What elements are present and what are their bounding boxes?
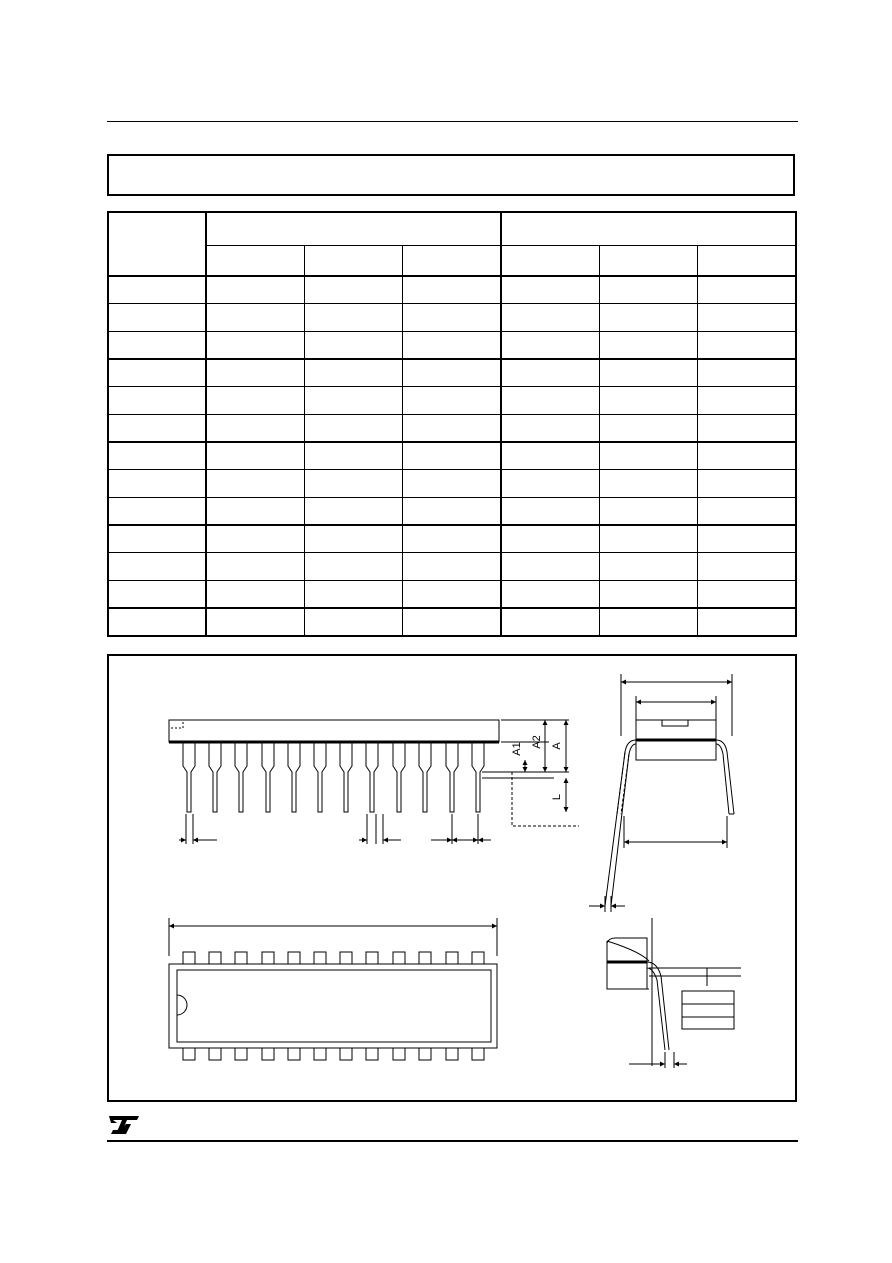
- table-row: [108, 470, 796, 498]
- detail-lead: [647, 962, 669, 1050]
- top-pad: [235, 952, 247, 964]
- table-cell: [403, 331, 501, 359]
- footer-rule: [107, 1140, 798, 1142]
- end-lead-right: [716, 740, 734, 814]
- table-cell: [698, 525, 796, 553]
- table-cell: [501, 553, 599, 581]
- top-pad: [209, 952, 221, 964]
- table-cell: [403, 553, 501, 581]
- table-cell: [599, 442, 697, 470]
- arrow-head: [660, 1062, 665, 1067]
- table-cell: [501, 414, 599, 442]
- table-cell: [599, 414, 697, 442]
- table-cell: [403, 359, 501, 387]
- table-cell: [305, 414, 403, 442]
- side-lead: [366, 743, 378, 812]
- table-cell: [305, 442, 403, 470]
- top-pad: [288, 952, 300, 964]
- table-cell: [108, 581, 206, 609]
- package-body-top: [169, 964, 497, 1048]
- package-outline-drawing: [109, 656, 799, 1104]
- table-cell: [698, 553, 796, 581]
- side-lead: [235, 743, 247, 812]
- table-cell: [206, 498, 304, 526]
- table-cell: [501, 442, 599, 470]
- table-cell: [403, 581, 501, 609]
- bottom-pad: [340, 1048, 352, 1060]
- bottom-pad: [235, 1048, 247, 1060]
- table-row: [108, 387, 796, 415]
- table-cell: [305, 498, 403, 526]
- table-cell: [108, 414, 206, 442]
- table-cell: [108, 276, 206, 304]
- arrow-head: [543, 720, 548, 725]
- arrow-head: [711, 700, 716, 705]
- detail-body: [607, 941, 649, 989]
- arrow-head: [722, 840, 727, 845]
- end-notch: [662, 720, 688, 726]
- arrow-head: [169, 924, 174, 929]
- table-cell: [403, 387, 501, 415]
- table-cell: [698, 442, 796, 470]
- pin1-mark: [169, 720, 183, 728]
- top-pad: [419, 952, 431, 964]
- table-cell: [501, 470, 599, 498]
- table-row: [108, 442, 796, 470]
- arrow-head: [674, 1062, 679, 1067]
- table-header-min: [206, 245, 304, 276]
- table-cell: [698, 276, 796, 304]
- table-cell: [403, 608, 501, 636]
- table-cell: [501, 581, 599, 609]
- table-row: [108, 525, 796, 553]
- table-cell: [698, 414, 796, 442]
- bottom-pad: [209, 1048, 221, 1060]
- table-cell: [501, 498, 599, 526]
- arrow-head: [543, 767, 548, 772]
- table-row: [108, 331, 796, 359]
- header-rule: [107, 121, 798, 122]
- table-cell: [698, 498, 796, 526]
- table-cell: [403, 276, 501, 304]
- table-cell: [698, 608, 796, 636]
- side-lead: [288, 743, 300, 812]
- top-pad: [340, 952, 352, 964]
- arrow-head: [564, 807, 569, 812]
- top-pad: [472, 952, 484, 964]
- bottom-pad: [419, 1048, 431, 1060]
- table-cell: [305, 359, 403, 387]
- table-cell: [206, 442, 304, 470]
- side-lead: [393, 743, 405, 812]
- table-cell: [501, 387, 599, 415]
- table-header-row: [108, 212, 796, 245]
- side-lead: [209, 743, 221, 812]
- package-drawing: [107, 654, 797, 1102]
- detail-callout-box: [682, 991, 734, 1029]
- top-pad: [393, 952, 405, 964]
- table-row: [108, 414, 796, 442]
- dim-label-l: L: [551, 793, 563, 801]
- table-cell: [599, 608, 697, 636]
- table-cell: [206, 359, 304, 387]
- arrow-head: [727, 680, 732, 685]
- table-cell: [698, 387, 796, 415]
- arrow-head: [564, 778, 569, 783]
- table-subheader-row: [108, 245, 796, 276]
- table-title-box: [107, 154, 795, 196]
- table-cell: [599, 498, 697, 526]
- table-cell: [698, 304, 796, 332]
- table-cell: [108, 470, 206, 498]
- top-pad: [366, 952, 378, 964]
- table-row: [108, 581, 796, 609]
- table-cell: [206, 387, 304, 415]
- arrow-head: [611, 904, 616, 909]
- table-cell: [108, 359, 206, 387]
- table-cell: [305, 525, 403, 553]
- arrow-head: [624, 840, 629, 845]
- table-cell: [403, 304, 501, 332]
- table-cell: [698, 581, 796, 609]
- table-cell: [206, 304, 304, 332]
- arrow-head: [181, 838, 186, 843]
- side-lead: [314, 743, 326, 812]
- bottom-pad: [472, 1048, 484, 1060]
- table-row: [108, 608, 796, 636]
- table-header-inch: [501, 212, 796, 245]
- arrow-head: [478, 838, 483, 843]
- table-cell: [698, 470, 796, 498]
- arrow-head: [492, 924, 497, 929]
- table-cell: [108, 304, 206, 332]
- table-cell: [108, 608, 206, 636]
- table-cell: [501, 331, 599, 359]
- table-cell: [501, 525, 599, 553]
- dashed-extension: [512, 772, 579, 826]
- table-cell: [698, 359, 796, 387]
- table-row: [108, 304, 796, 332]
- table-cell: [501, 304, 599, 332]
- table-cell: [599, 470, 697, 498]
- arrow-head: [636, 700, 641, 705]
- bottom-pad: [366, 1048, 378, 1060]
- table-cell: [206, 414, 304, 442]
- table-cell: [206, 581, 304, 609]
- arrow-head: [621, 680, 626, 685]
- arrow-head: [447, 838, 452, 843]
- pin1-notch: [177, 995, 187, 1015]
- table-cell: [206, 608, 304, 636]
- table-cell: [305, 470, 403, 498]
- bottom-pad: [262, 1048, 274, 1060]
- dim-label-a1: A1: [511, 742, 523, 756]
- arrow-head: [452, 838, 457, 843]
- side-lead: [340, 743, 352, 812]
- table-cell: [403, 525, 501, 553]
- table-header-max: [698, 245, 796, 276]
- arrow-head: [383, 838, 388, 843]
- table-row: [108, 276, 796, 304]
- table-cell: [599, 387, 697, 415]
- table-cell: [305, 581, 403, 609]
- table-cell: [305, 331, 403, 359]
- table-cell: [599, 276, 697, 304]
- table-cell: [108, 442, 206, 470]
- table-cell: [403, 442, 501, 470]
- table-cell: [108, 498, 206, 526]
- table-cell: [501, 608, 599, 636]
- table-cell: [206, 470, 304, 498]
- table-cell: [599, 304, 697, 332]
- table-row: [108, 359, 796, 387]
- table-cell: [599, 553, 697, 581]
- table-cell: [403, 498, 501, 526]
- table-cell: [206, 525, 304, 553]
- dim-label-a: A: [551, 742, 563, 750]
- arrow-head: [523, 760, 528, 765]
- bottom-pad: [446, 1048, 458, 1060]
- table-cell: [305, 608, 403, 636]
- bottom-pad: [288, 1048, 300, 1060]
- table-cell: [599, 581, 697, 609]
- side-lead: [262, 743, 274, 812]
- table-cell: [599, 359, 697, 387]
- table-row: [108, 553, 796, 581]
- table-header-max: [403, 245, 501, 276]
- top-pad: [314, 952, 326, 964]
- top-pad: [446, 952, 458, 964]
- table-cell: [305, 387, 403, 415]
- arrow-head: [523, 767, 528, 772]
- side-lead: [183, 743, 195, 812]
- top-pad: [262, 952, 274, 964]
- table-header-dim: [108, 212, 206, 276]
- arrow-head: [564, 767, 569, 772]
- table-header-min: [501, 245, 599, 276]
- table-cell: [403, 470, 501, 498]
- table-cell: [305, 304, 403, 332]
- bottom-pad: [183, 1048, 195, 1060]
- bottom-pad: [393, 1048, 405, 1060]
- table-cell: [206, 553, 304, 581]
- table-cell: [108, 553, 206, 581]
- package-inner-outline: [177, 970, 491, 1042]
- table-cell: [305, 553, 403, 581]
- end-lead-left: [605, 740, 636, 906]
- top-pad: [183, 952, 195, 964]
- table-cell: [403, 414, 501, 442]
- table-cell: [698, 331, 796, 359]
- side-lead: [446, 743, 458, 812]
- table-cell: [501, 276, 599, 304]
- table-cell: [108, 331, 206, 359]
- arrow-head: [362, 838, 367, 843]
- dim-label-a2: A2: [531, 735, 543, 749]
- table-header-mm: [206, 212, 501, 245]
- table-cell: [206, 276, 304, 304]
- arrow-head: [193, 838, 198, 843]
- table-cell: [108, 525, 206, 553]
- table-header-typ: [305, 245, 403, 276]
- table-cell: [305, 276, 403, 304]
- table-cell: [501, 359, 599, 387]
- arrow-head: [600, 904, 605, 909]
- dimensions-table: [107, 211, 797, 637]
- bottom-pad: [314, 1048, 326, 1060]
- table-cell: [108, 387, 206, 415]
- side-lead: [419, 743, 431, 812]
- table-cell: [206, 331, 304, 359]
- arrow-head: [473, 838, 478, 843]
- package-body-side: [169, 720, 499, 742]
- st-logo-icon: [107, 1114, 141, 1141]
- table-cell: [599, 331, 697, 359]
- arrow-head: [564, 720, 569, 725]
- table-header-typ: [599, 245, 697, 276]
- table-cell: [599, 525, 697, 553]
- table-row: [108, 498, 796, 526]
